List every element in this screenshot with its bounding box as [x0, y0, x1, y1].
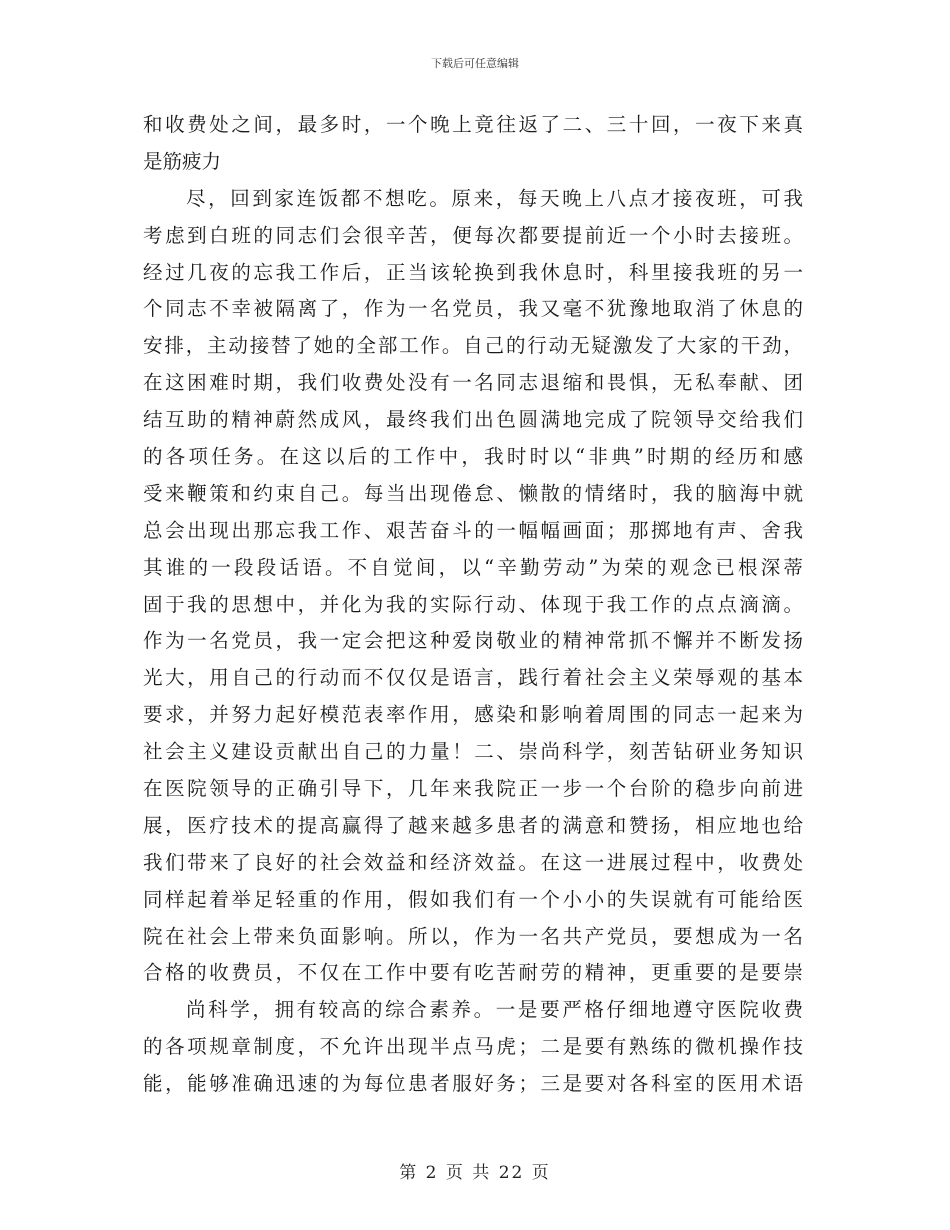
text-line: 尚科学，拥有较高的综合素养。一是要严格仔细地遵守医院收费: [186, 998, 803, 1022]
text-line: 能，能够准确迅速的为每位患者服好务；三是要对各科室的医用术语: [143, 1072, 803, 1096]
text-line: 安排，主动接替了她的全部工作。自己的行动无疑激发了大家的干劲，: [143, 334, 803, 358]
text-line: 院在社会上带来负面影响。所以，作为一名共产党员，要想成为一名: [143, 924, 803, 948]
text-line: 尽，回到家连饭都不想吃。原来，每天晚上八点才接夜班，可我: [186, 186, 803, 210]
document-body: [143, 107, 803, 1103]
text-line: 在医院领导的正确引导下，几年来我院正一步一个台阶的稳步向前进: [143, 777, 803, 801]
page-number-footer: 第 2 页 共 22 页: [399, 1163, 551, 1183]
text-line: 和收费处之间，最多时，一个晚上竟往返了二、三十回，一夜下来真: [143, 113, 803, 136]
paragraph: [143, 181, 803, 993]
text-line: 的各项规章制度，不允许出现半点马虎；二是要有熟练的微机操作技: [143, 1035, 803, 1059]
text-line: 展，医疗技术的提高赢得了越来越多患者的满意和赞扬，相应地也给: [143, 813, 803, 837]
text-line: 受来鞭策和约束自己。每当出现倦怠、懒散的情绪时，我的脑海中就: [143, 481, 803, 505]
text-line: 的各项任务。在这以后的工作中，我时时以“非典”时期的经历和感: [143, 445, 803, 469]
text-line: 我们带来了良好的社会效益和经济效益。在这一进展过程中，收费处: [143, 850, 803, 874]
page-header: 下载后可任意编辑: [431, 57, 519, 70]
text-line: 结互助的精神蔚然成风，最终我们出色圆满地完成了院领导交给我们: [143, 408, 803, 432]
text-line: 总会出现出那忘我工作、艰苦奋斗的一幅幅画面；那掷地有声、舍我: [143, 518, 803, 542]
paragraph: [143, 107, 803, 181]
paragraph: [143, 992, 803, 1103]
text-line: 作为一名党员，我一定会把这种爱岗敬业的精神常抓不懈并不断发扬: [143, 629, 803, 653]
text-line: 合格的收费员，不仅在工作中要有吃苦耐劳的精神，更重要的是要崇: [143, 961, 803, 985]
text-line: 是筋疲力: [143, 149, 222, 173]
text-line: 在这困难时期，我们收费处没有一名同志退缩和畏惧，无私奉献、团: [143, 371, 803, 395]
text-line: 要求，并努力起好模范表率作用，感染和影响着周围的同志一起来为: [143, 703, 803, 727]
text-line: 固于我的思想中，并化为我的实际行动、体现于我工作的点点滴滴。: [143, 592, 803, 616]
text-line: 经过几夜的忘我工作后，正当该轮换到我休息时，科里接我班的另一: [143, 260, 803, 284]
text-line: 光大，用自己的行动而不仅仅是语言，践行着社会主义荣辱观的基本: [143, 666, 803, 690]
text-line: 社会主义建设贡献出自己的力量！二、崇尚科学，刻苦钻研业务知识: [143, 740, 803, 764]
text-line: 同样起着举足轻重的作用，假如我们有一个小小的失误就有可能给医: [143, 887, 803, 911]
text-line: 考虑到白班的同志们会很辛苦，便每次都要提前近一个小时去接班。: [143, 223, 803, 247]
text-line: 其谁的一段段话语。不自觉间，以“辛勤劳动”为荣的观念已根深蒂: [143, 555, 803, 579]
text-line: 个同志不幸被隔离了，作为一名党员，我又毫不犹豫地取消了休息的: [143, 297, 803, 321]
